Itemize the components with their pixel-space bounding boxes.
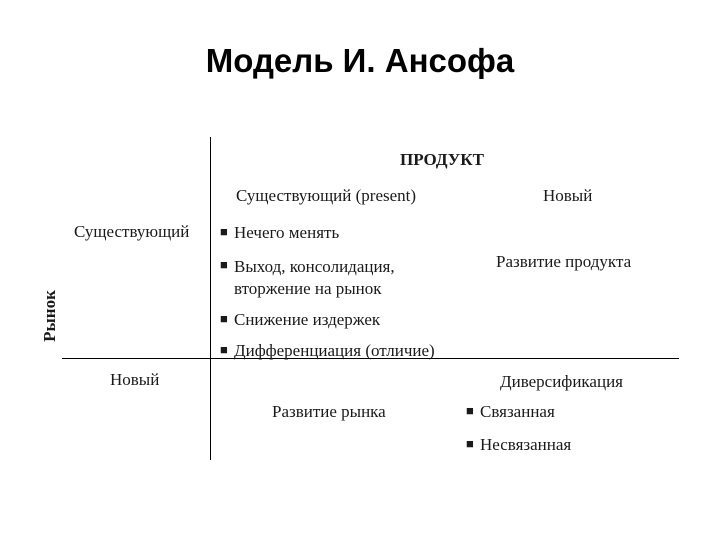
row-header-existing: Существующий — [74, 222, 190, 241]
market-axis-label: Рынок — [40, 290, 59, 342]
column-header-new: Новый — [543, 186, 593, 205]
bullet-icon: ■ — [220, 257, 228, 272]
bullet-item — [220, 341, 435, 361]
bullet-item — [466, 402, 555, 422]
vertical-axis-line — [210, 137, 211, 460]
bullet-icon: ■ — [220, 342, 228, 357]
bullet-text: Связанная — [480, 402, 555, 421]
bullet-icon: ■ — [466, 403, 474, 418]
cell-diversification-title: Диверсификация — [500, 372, 623, 391]
product-axis-label: ПРОДУКТ — [400, 150, 484, 169]
bullet-icon: ■ — [220, 311, 228, 326]
bullet-icon: ■ — [220, 224, 228, 239]
row-header-new: Новый — [110, 370, 160, 389]
bullet-item — [220, 310, 380, 330]
bullet-item — [466, 435, 571, 455]
bullet-text: Нечего менять — [234, 223, 340, 242]
bullet-icon: ■ — [466, 436, 474, 451]
column-header-existing: Существующий (present) — [236, 186, 417, 205]
bullet-text: Снижение издержек — [234, 310, 381, 329]
page-title: Модель И. Ансофа — [205, 42, 515, 79]
bullet-text: Несвязанная — [480, 435, 572, 454]
cell-product-development: Развитие продукта — [496, 252, 632, 271]
bullet-item — [220, 256, 419, 300]
bullet-text: Дифференциация (отличие) — [234, 341, 435, 360]
bullet-item — [220, 223, 339, 243]
cell-market-development: Развитие рынка — [272, 402, 386, 421]
bullet-text: Выход, консолидация, вторжение на рынок — [234, 257, 395, 298]
